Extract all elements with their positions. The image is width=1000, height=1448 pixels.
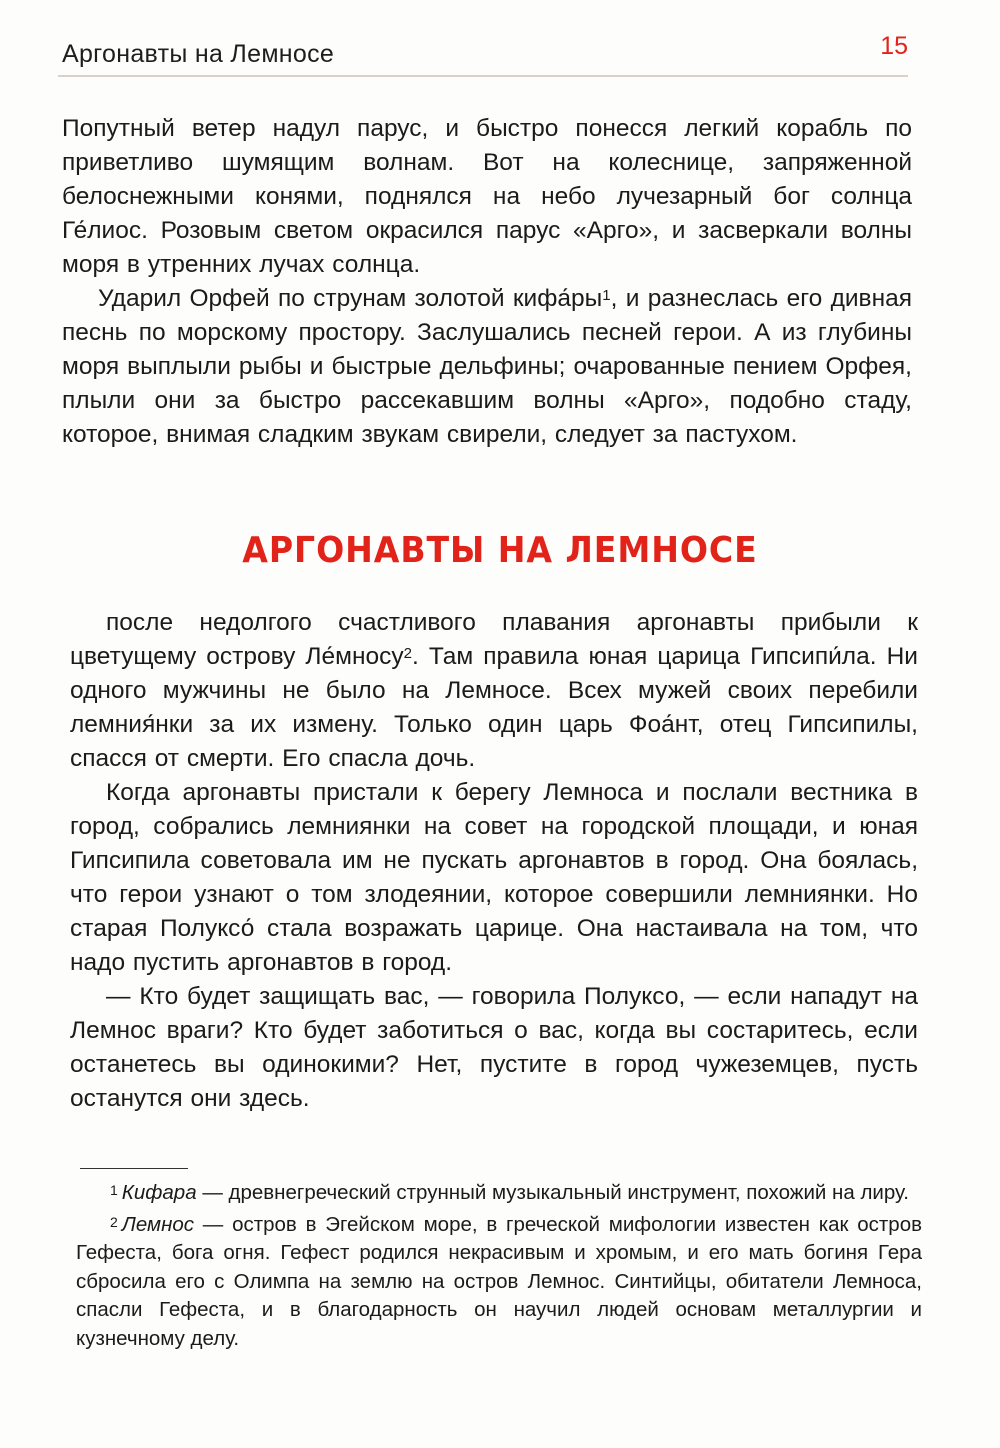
footnotes [76, 1176, 922, 1353]
chapter-p1-text-after: . Там правила юная царица Гипсипи́ла. Ни одного мужчины не было на Лемносе. Всех мужей своих перебили лемния́нки за их измену. Только один царь Фоа́нт, отец Гипсипилы, спасся от смерти. Его спасла дочь. [70, 643, 918, 772]
header-rule [58, 75, 908, 77]
chapter-paragraph-3: — Кто будет защищать вас, — говорила Полуксо, — если нападут на Лемнос враги? Кто будет заботиться о вас, когда вы состаритесь, если останетесь вы одинокими? Нет, пустите в город чужеземцев, пусть останутся они здесь. [70, 983, 918, 1112]
chapter-text [70, 606, 918, 1116]
footnote-term: Лемнос [121, 1212, 195, 1236]
footnote-mark: 1 [110, 1182, 118, 1198]
page-number: 15 [880, 32, 908, 60]
footnote-text: — остров в Эгейском море, в греческой мифологии известен как остров Гефеста, бога огня. Гефест родился некрасивым и хромым, и его мать богиня Гера сбросила его с Олимпа на землю на остров Лемнос. Синтийцы, обитатели Лемноса, спасли Гефеста, и в благодарность он научил людей основам металлургии и кузнечному делу. [76, 1212, 922, 1350]
footnote-1 [76, 1176, 922, 1208]
footnote-mark: 2 [110, 1213, 118, 1230]
running-title: Аргонавты на Лемносе [62, 40, 335, 68]
intro-p2-text-before: Ударил Орфей по струнам золотой кифа́ры [98, 285, 603, 312]
intro-p2-text-after: , и разнеслась его дивная песнь по морскому простору. Заслушались песней герои. А из глубины моря выплыли рыбы и быстрые дельфины; очарованные пением Орфея, плыли они за быстро рассекавшим волны «Арго», подобно стаду, которое, внимая сладким звукам свирели, следует за пастухом. [62, 285, 912, 448]
footnote-text: — древнегреческий струнный музыкальный инструмент, похожий на лиру. [196, 1181, 909, 1204]
footnote-term: Кифара [121, 1181, 197, 1204]
chapter-paragraph-2: Когда аргонавты пристали к берегу Лемноса и послали вестника в город, собрались лемниянки на совет на городской площади, и юная Гипсипила советовала им не пускать аргонавтов в город. Она боялась, что герои узнают о том злодеянии, которое совершили лемниянки. Но старая Полуксо́ стала возражать царице. Она настаивала на том, что надо пустить аргонавтов в город. [70, 779, 918, 976]
footnote-rule [80, 1168, 188, 1169]
intro-text [62, 112, 912, 452]
intro-paragraph-2 [62, 282, 912, 452]
footnote-ref-2: 2 [403, 645, 412, 662]
intro-paragraph-1: Попутный ветер надул парус, и быстро понесся легкий корабль по приветливо шумящим волнам. Вот на колеснице, запряженной белоснежными конями, поднялся на небо лучезарный бог солнца Ге́лиос. Розовым светом окрасился парус «Арго», и засверкали волны моря в утренних лучах солнца. [62, 115, 912, 278]
chapter-title: АРГОНАВТЫ НА ЛЕМНОСЕ [242, 530, 758, 571]
chapter-paragraph-1 [70, 606, 918, 776]
footnote-2 [76, 1208, 922, 1354]
footnote-ref-1: 1 [602, 287, 611, 304]
chapter-p1-text-before: после недолгого счастливого плавания аргонавты прибыли к цветущему острову Ле́мносу [70, 609, 918, 670]
